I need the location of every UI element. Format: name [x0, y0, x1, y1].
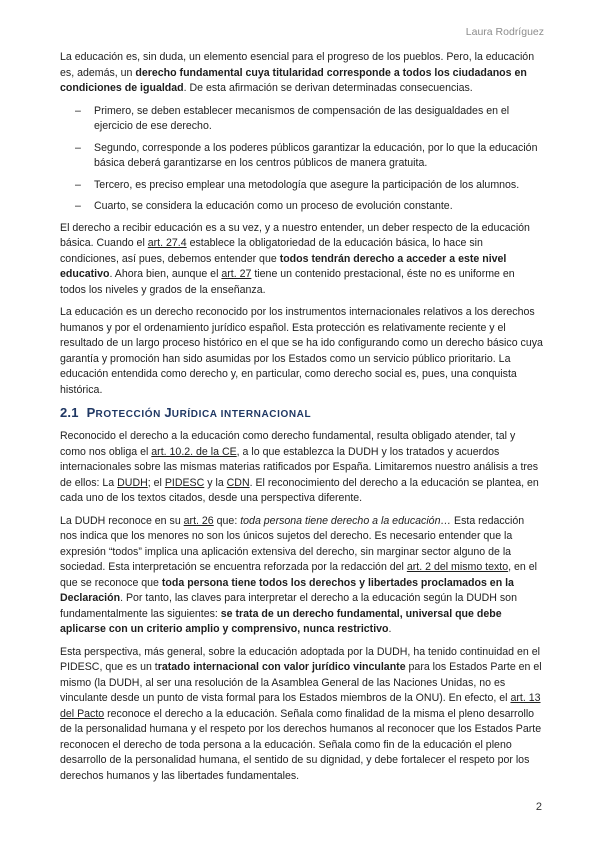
link-dudh[interactable]: DUDH: [117, 476, 148, 489]
list-item: – Segundo, corresponde a los poderes públicos garantizar la educación, por lo que la educación básica deberá garantizarse en los centros públicos de manera gratuita.: [75, 141, 538, 169]
paragraph-pidesc: Esta perspectiva, más general, sobre la educación adoptada por la DUDH, ha tenido continuidad en el PIDESC, que es un tratado internacional con valor jurídico vinculante para los Estados Parte en el mismo (la DUDH, al ser una resolución de la Asamblea General de las Naciones Unidas, no es vinculante desde un punto de vista formal para los Estados miembros de la ONU). En efecto, el art. 13 del Pacto reconoce el derecho a la educación. Señala como finalidad de la misma el pleno desarrollo de la personalidad humana y el respeto por los derechos humanos al reconocer que los Estados Parte reconocen el derecho de toda persona a la educación. Señala como fin de la educación el pleno desarrollo de la personalidad humana, el sentido de su dignidad, y debe fortalecer el respeto por los derechos humanos y las libertades fundamentales.: [60, 645, 542, 782]
list-item: – Primero, se deben establecer mecanismos de compensación de las desigualdades en el ejercicio de ese derecho.: [75, 104, 510, 132]
page-number: 2: [535, 801, 542, 813]
bold-text: todos tendrán derecho a acceder a este nivel educativo: [60, 252, 507, 280]
dash-marker: –: [75, 200, 81, 212]
list-item: – Tercero, es preciso emplear una metodología que asegure la participación de los alumnos.: [60, 178, 543, 194]
link-cdn[interactable]: CDN: [226, 476, 250, 489]
bold-text: ratado internacional con valor jurídico vinculante: [157, 661, 406, 673]
header-author: Laura Rodríguez: [465, 26, 544, 38]
link-art-27[interactable]: art. 27: [221, 268, 252, 280]
link-pidesc[interactable]: PIDESC: [164, 476, 205, 489]
consequences-list: [60, 104, 543, 215]
document-body: [60, 50, 543, 791]
list-item: – Cuarto, se considera la educación como un proceso de evolución constante.: [60, 199, 543, 215]
bold-text: toda persona tiene todos los derechos y libertades proclamados en la Declaración: [60, 576, 514, 604]
italic-quote: toda persona tiene derecho a la educación…: [240, 514, 452, 527]
paragraph-treaties: Reconocido el derecho a la educación como derecho fundamental, resulta obligado atender, tal y como nos obliga el art. 10.2. de la CE, a lo que establezca la DUDH y los tratados y acuerdos internacionales sobre las mismas materias ratificados por España. Limitaremos nuestro análisis a tres de ellos: La DUDH; el PIDESC y la CDN. El reconocimiento del derecho a la educación se plantea, en cada uno de los textos citados, desde una perspectiva diferente.: [60, 430, 539, 504]
dash-marker: –: [75, 141, 81, 154]
paragraph-intro: La educación es, sin duda, un elemento esencial para el progreso de los pueblos. Pero, la educación es, además, un derecho fundamental cuya titularidad corresponde a todos los ciudadanos en condiciones de igualdad. De esta afirmación se derivan determinadas consecuencias.: [60, 51, 535, 94]
link-art-26[interactable]: art. 26: [183, 514, 214, 527]
link-art-27-4[interactable]: art. 27.4: [147, 237, 187, 249]
dash-marker: –: [75, 104, 81, 117]
link-art-13-pacto[interactable]: art. 13 del Pacto: [60, 692, 541, 720]
bold-text: derecho fundamental cuya titularidad corresponde a todos los ciudadanos en condiciones de igualdad: [60, 66, 527, 94]
paragraph-recognition: La educación es un derecho reconocido por los instrumentos internacionales relativos a los derechos humanos y por el ordenamiento jurídico español. Esta protección es relativamente reciente y el resultado de un largo proceso histórico en el que se ha ido configurando como un derecho básico cuya garantía y promoción han sido asumidas por los Estados como un servicio público prioritario. La educación entendida como derecho y, en particular, como derecho social es, pues, una conquista histórica.: [60, 306, 543, 396]
link-art-2[interactable]: art. 2 del mismo texto: [406, 561, 509, 573]
section-number: 2.1: [60, 405, 79, 420]
dash-marker: –: [75, 178, 81, 191]
link-art-10-2-ce[interactable]: art. 10.2. de la CE: [151, 445, 237, 458]
bold-text: se trata de un derecho fundamental, universal que debe aplicarse con un criterio amplio y comprensivo, nunca restrictivo: [60, 607, 502, 635]
section-heading: 2.1 PROTECCIÓN JURÍDICA INTERNACIONAL: [60, 405, 312, 420]
paragraph-dudh: La DUDH reconoce en su art. 26 que: toda persona tiene derecho a la educación… Esta redacción nos indica que los menores no son los únicos sujetos del derecho. Es necesario entender que la expresión “todos” implica una aplicación extensiva del derecho, sin marginar sector alguno de la sociedad. Esta interpretación se encuentra reforzada por la redacción del art. 2 del mismo texto, en el que se reconoce que toda persona tiene todos los derechos y libertades proclamados en la Declaración. Por tanto, las claves para interpretar el derecho a la educación según la DUDH son fundamentalmente las siguientes: se trata de un derecho fundamental, universal que debe aplicarse con un criterio amplio y comprensivo, nunca restrictivo.: [60, 514, 537, 635]
paragraph-duty: El derecho a recibir educación es a su vez, y a nuestro entender, un deber respecto de la educación básica. Cuando el art. 27.4 establece la obligatoriedad de la educación básica, lo hace sin condiciones, así pues, debemos entender que todos tendrán derecho a acceder a este nivel educativo. Ahora bien, aunque el art. 27 tiene un contenido prestacional, éste no es uniforme en todos los niveles y grados de la enseñanza.: [60, 221, 530, 296]
